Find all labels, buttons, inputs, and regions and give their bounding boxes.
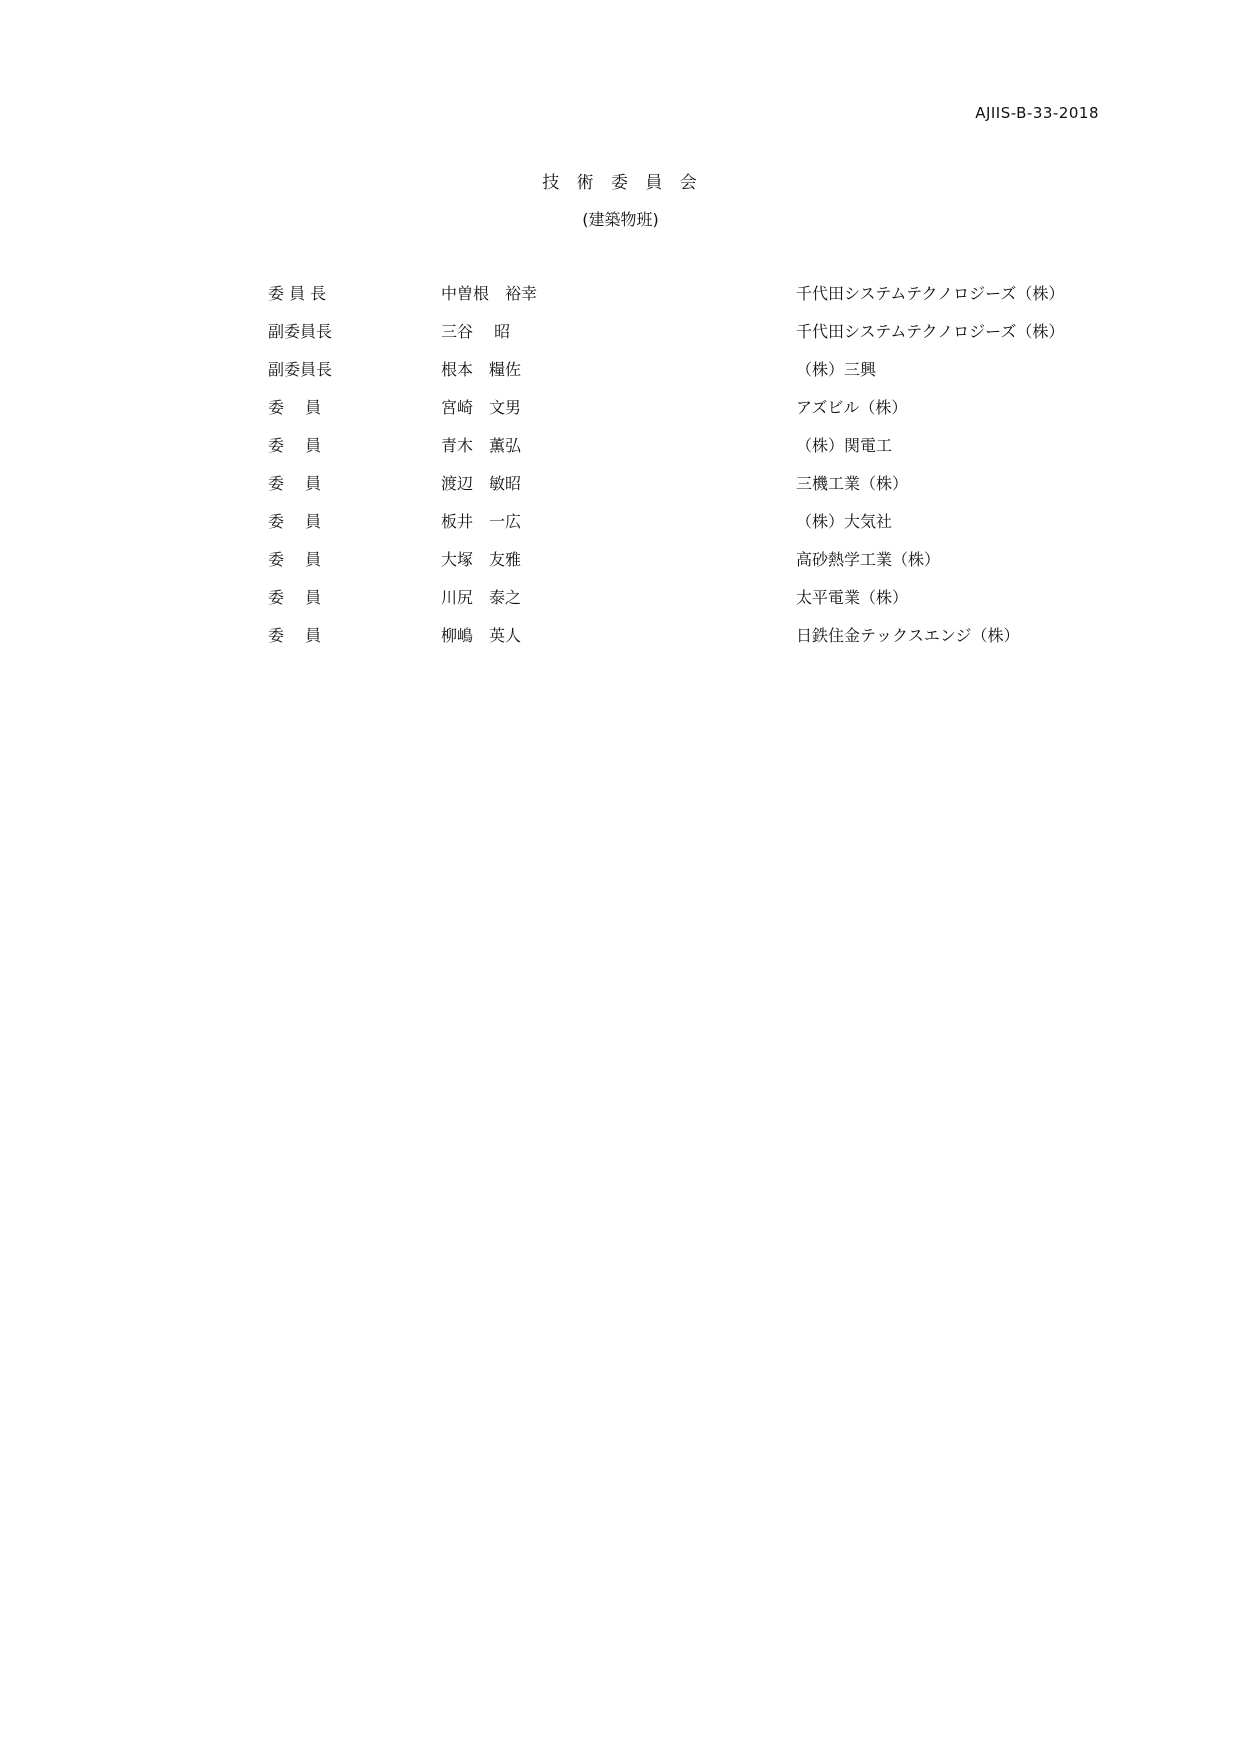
member-role: 副委員長 xyxy=(268,322,333,341)
member-company: アズビル（株） xyxy=(796,398,908,417)
member-row xyxy=(268,505,1098,543)
member-company: 三機工業（株） xyxy=(796,474,909,493)
member-name: 宮崎 文男 xyxy=(441,398,522,417)
member-name: 渡辺 敏昭 xyxy=(441,474,522,493)
member-role: 委 員 xyxy=(268,398,322,417)
member-role: 委 員 xyxy=(268,588,322,607)
member-row xyxy=(268,277,1098,315)
member-company: （株）大気社 xyxy=(796,512,893,531)
document-id: AJIIS-B-33-2018 xyxy=(975,104,1099,122)
member-name: 板井 一広 xyxy=(441,512,522,531)
member-name: 中曽根 裕幸 xyxy=(441,284,538,303)
member-role: 委 員 xyxy=(268,626,322,645)
member-role: 委 員 xyxy=(268,512,322,531)
member-role: 副委員長 xyxy=(268,360,333,379)
member-name: 柳嶋 英人 xyxy=(441,626,522,645)
member-role: 委 員 xyxy=(268,550,322,569)
committee-subtitle: (建築物班) xyxy=(582,210,659,229)
member-company: （株）三興 xyxy=(796,360,877,379)
member-name: 川尻 泰之 xyxy=(441,588,522,607)
member-row xyxy=(268,543,1098,581)
member-row xyxy=(268,391,1098,429)
member-company: 千代田システムテクノロジーズ（株） xyxy=(796,284,1065,303)
member-company: 千代田システムテクノロジーズ（株） xyxy=(796,322,1065,341)
member-row xyxy=(268,315,1098,353)
member-row xyxy=(268,429,1098,467)
member-company: 高砂熱学工業（株） xyxy=(796,550,941,569)
member-name: 大塚 友雅 xyxy=(441,550,522,569)
member-row xyxy=(268,581,1098,619)
member-name: 三谷 昭 xyxy=(441,322,511,341)
member-list xyxy=(268,277,1098,657)
member-company: 太平電業（株） xyxy=(796,588,909,607)
member-role: 委 員 長 xyxy=(268,284,327,303)
member-row xyxy=(268,619,1098,657)
member-name: 根本 糧佐 xyxy=(441,360,522,379)
member-company: （株）関電工 xyxy=(796,436,893,455)
member-company: 日鉄住金テックスエンジ（株） xyxy=(796,626,1020,645)
member-name: 青木 薫弘 xyxy=(441,436,522,455)
member-role: 委 員 xyxy=(268,436,322,455)
member-row xyxy=(268,353,1098,391)
committee-title: 技 術 委 員 会 xyxy=(542,173,703,193)
member-row xyxy=(268,467,1098,505)
member-role: 委 員 xyxy=(268,474,322,493)
